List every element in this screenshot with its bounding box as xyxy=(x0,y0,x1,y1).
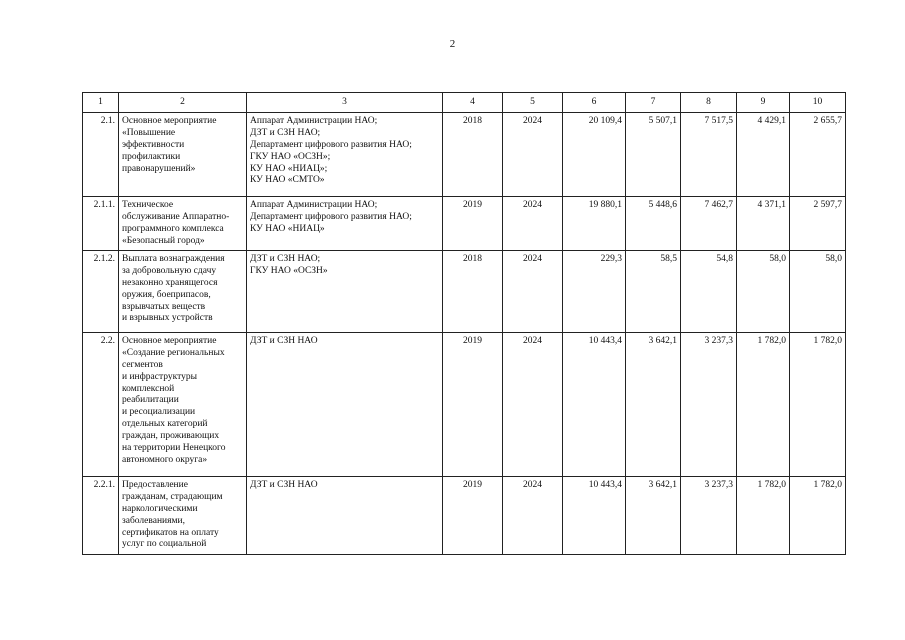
program-table xyxy=(82,92,846,555)
row-index: 2.1. xyxy=(83,113,119,197)
activity-name-line: Техническое xyxy=(122,200,174,210)
activity-name-line: реабилитации xyxy=(122,395,179,406)
amount-col-9: 58,0 xyxy=(737,251,790,333)
activity-name-line: Выплата вознаграждения xyxy=(122,254,225,264)
activity-name-line: и взрывных устройств xyxy=(122,313,213,324)
executor-line: ДЗТ и СЗН НАО xyxy=(250,336,318,346)
executor-line: Департамент цифрового развития НАО; xyxy=(250,211,412,222)
activity-name-line: сертификатов на оплату xyxy=(122,527,219,538)
responsible-executors xyxy=(247,477,443,555)
activity-name-line: «Повышение xyxy=(122,127,176,138)
executor-line: КУ НАО «НИАЦ»; xyxy=(250,163,328,174)
table-row xyxy=(83,113,846,197)
executor-line: Аппарат Администрации НАО; xyxy=(250,200,378,210)
column-header: 5 xyxy=(503,93,563,113)
table-row xyxy=(83,333,846,477)
column-header: 7 xyxy=(626,93,681,113)
amount-col-8: 3 237,3 xyxy=(681,333,737,477)
responsible-executors xyxy=(247,333,443,477)
executor-line: ГКУ НАО «ОСЗН»; xyxy=(250,151,331,162)
activity-name xyxy=(119,477,247,555)
amount-col-7: 3 642,1 xyxy=(626,333,681,477)
column-header: 9 xyxy=(737,93,790,113)
executor-line: Департамент цифрового развития НАО; xyxy=(250,139,412,150)
start-year: 2019 xyxy=(443,197,503,251)
end-year: 2024 xyxy=(503,333,563,477)
amount-col-7: 5 448,6 xyxy=(626,197,681,251)
amount-col-9: 4 371,1 xyxy=(737,197,790,251)
activity-name-line: за добровольную сдачу xyxy=(122,265,217,276)
activity-name-line: незаконно хранящегося xyxy=(122,277,218,288)
amount-col-8: 3 237,3 xyxy=(681,477,737,555)
activity-name xyxy=(119,113,247,197)
total-amount: 19 880,1 xyxy=(563,197,626,251)
table-row xyxy=(83,477,846,555)
activity-name-line: на территории Ненецкого xyxy=(122,442,226,453)
amount-col-7: 5 507,1 xyxy=(626,113,681,197)
activity-name-line: заболеваниями, xyxy=(122,515,185,526)
end-year: 2024 xyxy=(503,251,563,333)
total-amount: 229,3 xyxy=(563,251,626,333)
amount-col-9: 1 782,0 xyxy=(737,333,790,477)
activity-name-line: и инфраструктуры xyxy=(122,371,198,382)
activity-name xyxy=(119,251,247,333)
column-header: 4 xyxy=(443,93,503,113)
activity-name-line: гражданам, страдающим xyxy=(122,491,223,502)
activity-name-line: Основное мероприятие xyxy=(122,336,217,346)
executor-line: ДЗТ и СЗН НАО; xyxy=(250,254,321,264)
row-index: 2.1.2. xyxy=(83,251,119,333)
activity-name-line: наркологическими xyxy=(122,503,198,514)
amount-col-10: 1 782,0 xyxy=(790,477,846,555)
activity-name-line: обслуживание Аппаратно- xyxy=(122,211,230,222)
header-row xyxy=(83,93,846,113)
activity-name-line: Предоставление xyxy=(122,480,188,490)
end-year: 2024 xyxy=(503,477,563,555)
executor-line: ГКУ НАО «ОСЗН» xyxy=(250,265,328,276)
end-year: 2024 xyxy=(503,197,563,251)
total-amount: 20 109,4 xyxy=(563,113,626,197)
executor-line: ДЗТ и СЗН НАО; xyxy=(250,127,321,138)
table-row xyxy=(83,251,846,333)
executor-line: ДЗТ и СЗН НАО xyxy=(250,480,318,490)
total-amount: 10 443,4 xyxy=(563,477,626,555)
amount-col-9: 4 429,1 xyxy=(737,113,790,197)
activity-name-line: «Безопасный город» xyxy=(122,235,205,246)
activity-name-line: профилактики xyxy=(122,151,181,162)
activity-name-line: эффективности xyxy=(122,139,185,150)
amount-col-8: 7 517,5 xyxy=(681,113,737,197)
activity-name-line: автономного округа» xyxy=(122,454,208,465)
executor-line: КУ НАО «СМТО» xyxy=(250,175,325,186)
total-amount: 10 443,4 xyxy=(563,333,626,477)
row-index: 2.2.1. xyxy=(83,477,119,555)
executor-line: Аппарат Администрации НАО; xyxy=(250,116,378,126)
amount-col-8: 7 462,7 xyxy=(681,197,737,251)
start-year: 2018 xyxy=(443,251,503,333)
amount-col-10: 2 655,7 xyxy=(790,113,846,197)
column-header: 10 xyxy=(790,93,846,113)
activity-name-line: граждан, проживающих xyxy=(122,431,220,441)
column-header: 6 xyxy=(563,93,626,113)
executor-line: КУ НАО «НИАЦ» xyxy=(250,223,325,234)
column-header: 8 xyxy=(681,93,737,113)
activity-name-line: отдельных категорий xyxy=(122,419,208,430)
activity-name-line: программного комплекса xyxy=(122,223,224,234)
amount-col-10: 58,0 xyxy=(790,251,846,333)
page-number: 2 xyxy=(449,38,456,50)
activity-name-line: «Создание региональных xyxy=(122,347,225,358)
activity-name xyxy=(119,197,247,251)
activity-name-line: правонарушений» xyxy=(122,163,196,174)
responsible-executors xyxy=(247,251,443,333)
start-year: 2019 xyxy=(443,477,503,555)
column-header: 2 xyxy=(119,93,247,113)
activity-name-line: и ресоциализации xyxy=(122,407,196,418)
amount-col-10: 2 597,7 xyxy=(790,197,846,251)
activity-name-line: комплексной xyxy=(122,383,175,394)
activity-name-line: услуг по социальной xyxy=(122,539,207,550)
start-year: 2018 xyxy=(443,113,503,197)
amount-col-7: 3 642,1 xyxy=(626,477,681,555)
activity-name xyxy=(119,333,247,477)
row-index: 2.2. xyxy=(83,333,119,477)
amount-col-8: 54,8 xyxy=(681,251,737,333)
amount-col-10: 1 782,0 xyxy=(790,333,846,477)
activity-name-line: взрывчатых веществ xyxy=(122,301,206,312)
activity-name-line: Основное мероприятие xyxy=(122,116,217,126)
amount-col-7: 58,5 xyxy=(626,251,681,333)
amount-col-9: 1 782,0 xyxy=(737,477,790,555)
activity-name-line: сегментов xyxy=(122,359,163,370)
end-year: 2024 xyxy=(503,113,563,197)
column-header: 3 xyxy=(247,93,443,113)
responsible-executors xyxy=(247,113,443,197)
row-index: 2.1.1. xyxy=(83,197,119,251)
start-year: 2019 xyxy=(443,333,503,477)
activity-name-line: оружия, боеприпасов, xyxy=(122,289,211,300)
table-row xyxy=(83,197,846,251)
responsible-executors xyxy=(247,197,443,251)
column-header: 1 xyxy=(83,93,119,113)
